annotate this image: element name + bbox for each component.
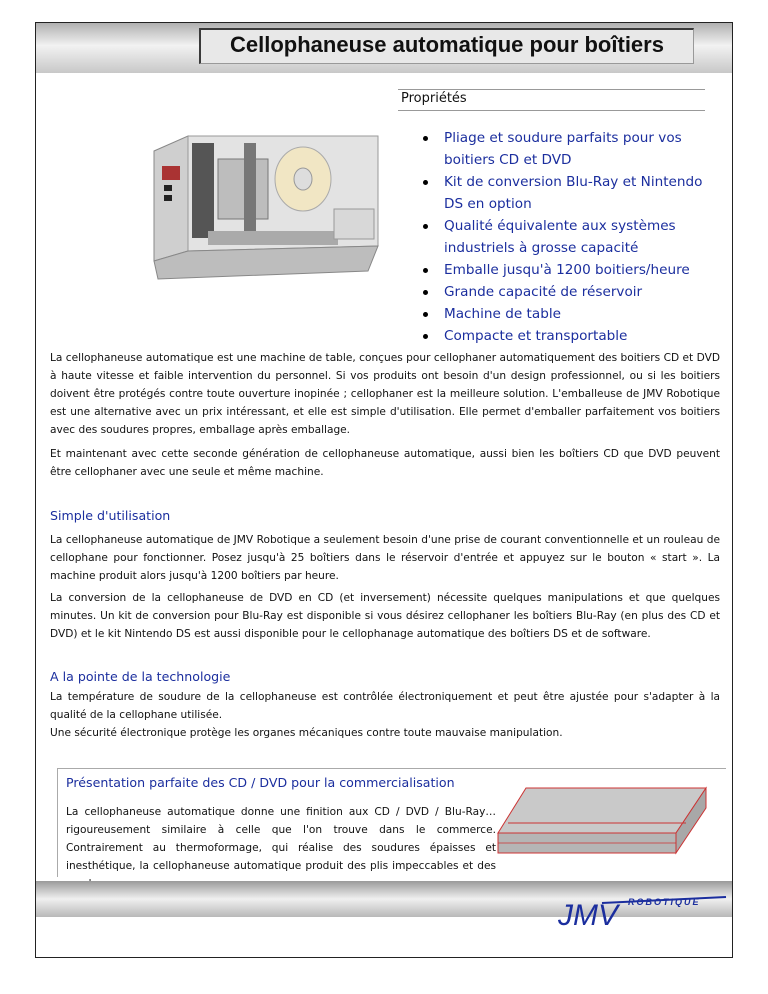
logo-sub: ROBOTIQUE: [628, 897, 701, 907]
simple-paragraph-2: La conversion de la cellophaneuse de DVD en CD (et inversement) nécessite quelques manipulations et que quelques minutes. Un kit de conversion pour Blu-Ray est disponible si vous désirez cellophaner les boîtiers Blu-Ray (en plus des CD et DVD) et le kit Nintendo DS est aussi disponible pour le cellophanage automatique des boîtiers DS et de software.: [50, 592, 720, 640]
wrapped-box-illustration: [496, 783, 711, 858]
property-item: Kit de conversion Blu-Ray et Nintendo DS en option: [421, 171, 721, 215]
property-item: Grande capacité de réservoir: [421, 281, 721, 303]
property-item: Compacte et transportable: [421, 325, 721, 347]
property-item: Qualité équivalente aux systèmes industriels à grosse capacité: [421, 215, 721, 259]
simple-heading: Simple d'utilisation: [50, 508, 171, 523]
property-item: Pliage et soudure parfaits pour vos boitiers CD et DVD: [421, 127, 721, 171]
intro-paragraph-1: La cellophaneuse automatique est une machine de table, conçues pour cellophaner automatiquement des boitiers CD et DVD à haute vitesse et faible intervention du personnel. Si vos produits ont besoin d'un design professionnel, ou si les boitiers doivent être protégés contre toute ouverture inopinée ; cellophaner est la meilleure solution. L'emballeuse de JMV Robotique est une alternative avec un prix intéressant, et elle est simple d'utilisation. Elle permet d'emballer parfaitement vos boitiers avec des soudures propres, emballage après emballage.: [50, 352, 720, 436]
intro-paragraph-2: Et maintenant avec cette seconde génération de cellophaneuse automatique, aussi bien les boîtiers CD que DVD peuvent être cellophaner avec une seule et même machine.: [50, 448, 720, 478]
property-item: Emballe jusqu'à 1200 boitiers/heure: [421, 259, 721, 281]
property-item: Machine de table: [421, 303, 721, 325]
properties-list: [421, 127, 721, 347]
presentation-heading: Présentation parfaite des CD / DVD pour la commercialisation: [66, 775, 455, 790]
tech-paragraph-2: Une sécurité électronique protège les organes mécaniques contre toute mauvaise manipulation.: [50, 727, 563, 739]
presentation-text: La cellophaneuse automatique donne une finition aux CD / DVD / Blu-Ray… rigoureusement similaire à celle que l'on trouve dans le commerce. Contrairement au thermoformage, qui réalise des soudures épaisses et inesthétique, la cellophaneuse automatique produit des plis impeccables et des: [66, 806, 496, 872]
page-title: Cellophaneuse automatique pour boîtiers: [230, 32, 664, 57]
tech-paragraph-1: La température de soudure de la cellophaneuse est contrôlée électroniquement et peut être ajustée pour s'adapter à la qualité de la cellophane utilisée.: [50, 691, 720, 721]
logo-main: JMV: [558, 899, 618, 929]
simple-paragraph-1: La cellophaneuse automatique de JMV Robotique a seulement besoin d'une prise de courant conventionnelle et un rouleau de cellophane pour fonctionner. Posez jusqu'à 25 boîtiers dans le réservoir d'entrée et appuyez sur le bouton « start ». La machine produit alors jusqu'à 1200 boîtiers par heure.: [50, 534, 720, 582]
page-frame: [35, 22, 733, 958]
header-bar: [36, 23, 732, 73]
jmv-robotique-logo: [558, 893, 728, 929]
properties-title: Propriétés: [401, 91, 467, 106]
title-box: [199, 28, 694, 64]
properties-heading: [398, 89, 705, 111]
tech-heading: A la pointe de la technologie: [50, 669, 231, 684]
machine-photo: [148, 121, 388, 286]
